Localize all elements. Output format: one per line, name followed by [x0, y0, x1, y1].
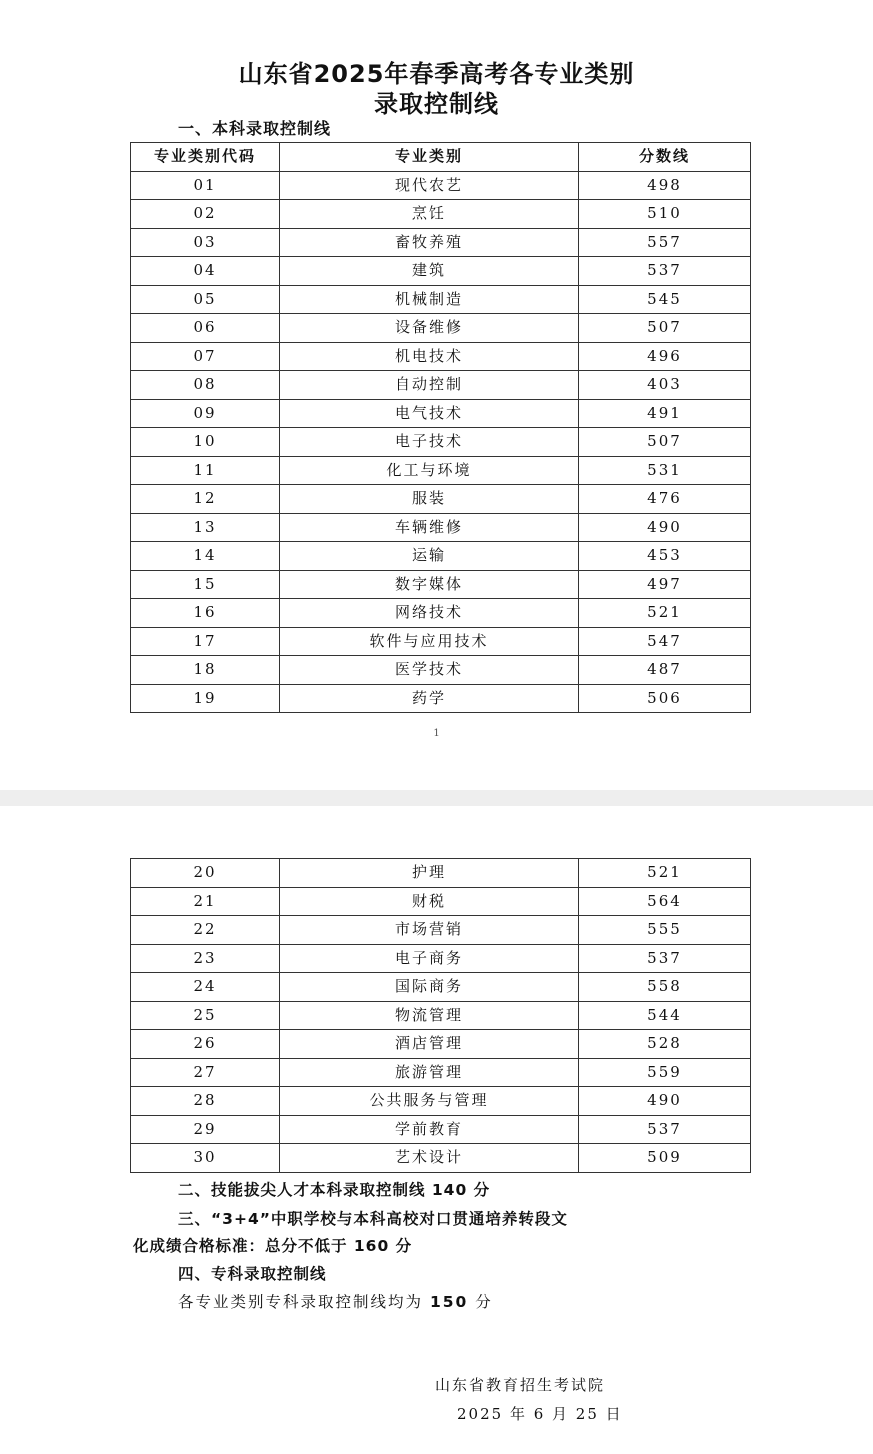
- cell-score: 537: [579, 257, 751, 286]
- table-row: [131, 257, 751, 286]
- cell-category: 现代农艺: [280, 171, 579, 200]
- table-row: [131, 1001, 751, 1030]
- table-header-row: [131, 143, 751, 172]
- cell-category: 服装: [280, 485, 579, 514]
- cell-score: 547: [579, 627, 751, 656]
- cell-category: 车辆维修: [280, 513, 579, 542]
- cell-score: 490: [579, 1087, 751, 1116]
- table-row: [131, 684, 751, 713]
- cell-score: 564: [579, 887, 751, 916]
- section-4-value: 150: [429, 1293, 469, 1311]
- cell-category: 设备维修: [280, 314, 579, 343]
- table-row: [131, 627, 751, 656]
- cell-score: 555: [579, 916, 751, 945]
- cell-code: 17: [131, 627, 280, 656]
- cell-score: 403: [579, 371, 751, 400]
- cell-category: 财税: [280, 887, 579, 916]
- header-code: 专业类别代码: [131, 143, 280, 172]
- cell-code: 16: [131, 599, 280, 628]
- cell-category: 网络技术: [280, 599, 579, 628]
- cell-category: 学前教育: [280, 1115, 579, 1144]
- cell-code: 23: [131, 944, 280, 973]
- cell-score: 509: [579, 1144, 751, 1173]
- cell-category: 旅游管理: [280, 1058, 579, 1087]
- cell-code: 02: [131, 200, 280, 229]
- header-category: 专业类别: [280, 143, 579, 172]
- cell-score: 491: [579, 399, 751, 428]
- table-row: [131, 1058, 751, 1087]
- cell-code: 28: [131, 1087, 280, 1116]
- table-row: [131, 285, 751, 314]
- cell-category: 电子商务: [280, 944, 579, 973]
- table-row: [131, 1115, 751, 1144]
- cell-code: 06: [131, 314, 280, 343]
- cell-category: 化工与环境: [280, 456, 579, 485]
- cell-category: 机械制造: [280, 285, 579, 314]
- cell-score: 521: [579, 859, 751, 888]
- cell-score: 559: [579, 1058, 751, 1087]
- cell-category: 物流管理: [280, 1001, 579, 1030]
- table-row: [131, 456, 751, 485]
- cell-score: 557: [579, 228, 751, 257]
- cell-category: 运输: [280, 542, 579, 571]
- issue-date: 2025 年 6 月 25 日: [457, 1405, 623, 1423]
- cell-category: 电子技术: [280, 428, 579, 457]
- table-row: [131, 1030, 751, 1059]
- table-row: [131, 944, 751, 973]
- cell-score: 531: [579, 456, 751, 485]
- section-4-unit: 分: [475, 1293, 493, 1311]
- header-score: 分数线: [579, 143, 751, 172]
- cell-category: 数字媒体: [280, 570, 579, 599]
- table-row: [131, 656, 751, 685]
- cell-code: 05: [131, 285, 280, 314]
- cell-code: 01: [131, 171, 280, 200]
- table-row: [131, 973, 751, 1002]
- cell-category: 国际商务: [280, 973, 579, 1002]
- cell-score: 537: [579, 1115, 751, 1144]
- table-row: [131, 1087, 751, 1116]
- table-row: [131, 1144, 751, 1173]
- cell-code: 11: [131, 456, 280, 485]
- page-number: 1: [433, 728, 440, 739]
- cell-code: 25: [131, 1001, 280, 1030]
- cell-category: 医学技术: [280, 656, 579, 685]
- table-row: [131, 399, 751, 428]
- cell-category: 畜牧养殖: [280, 228, 579, 257]
- cell-code: 09: [131, 399, 280, 428]
- cell-score: 476: [579, 485, 751, 514]
- cell-category: 公共服务与管理: [280, 1087, 579, 1116]
- cell-code: 03: [131, 228, 280, 257]
- cell-score: 496: [579, 342, 751, 371]
- cell-score: 498: [579, 171, 751, 200]
- cell-code: 13: [131, 513, 280, 542]
- document-title: 山东省2025年春季高考各专业类别: [238, 60, 635, 88]
- cell-code: 30: [131, 1144, 280, 1173]
- document-title-line2: 录取控制线: [374, 90, 499, 118]
- cell-category: 护理: [280, 859, 579, 888]
- cell-code: 07: [131, 342, 280, 371]
- cell-code: 19: [131, 684, 280, 713]
- table-row: [131, 485, 751, 514]
- section-4-body-text: 各专业类别专科录取控制线均为: [178, 1293, 424, 1311]
- cell-score: 521: [579, 599, 751, 628]
- table-row: [131, 599, 751, 628]
- issuer-name: 山东省教育招生考试院: [435, 1376, 606, 1394]
- table-row: [131, 428, 751, 457]
- section-2-text: 二、技能拔尖人才本科录取控制线 140 分: [178, 1181, 491, 1199]
- cell-code: 14: [131, 542, 280, 571]
- table-row: [131, 570, 751, 599]
- cell-code: 04: [131, 257, 280, 286]
- cell-score: 487: [579, 656, 751, 685]
- section-4-heading: 四、专科录取控制线: [178, 1265, 327, 1283]
- cell-code: 18: [131, 656, 280, 685]
- table-row: [131, 171, 751, 200]
- page-2: [0, 806, 873, 1454]
- cell-score: 545: [579, 285, 751, 314]
- page-separator: [0, 790, 873, 806]
- cell-category: 电气技术: [280, 399, 579, 428]
- table-row: [131, 228, 751, 257]
- cell-category: 烹饪: [280, 200, 579, 229]
- section-1-heading: 一、本科录取控制线: [178, 119, 332, 138]
- cell-category: 机电技术: [280, 342, 579, 371]
- score-table-page1: [130, 142, 751, 713]
- cell-code: 24: [131, 973, 280, 1002]
- cell-code: 22: [131, 916, 280, 945]
- cell-code: 26: [131, 1030, 280, 1059]
- table-row: [131, 371, 751, 400]
- table-row: [131, 542, 751, 571]
- cell-code: 27: [131, 1058, 280, 1087]
- cell-category: 市场营销: [280, 916, 579, 945]
- cell-category: 药学: [280, 684, 579, 713]
- cell-score: 537: [579, 944, 751, 973]
- cell-code: 21: [131, 887, 280, 916]
- section-4-body: [178, 1290, 493, 1312]
- section-3-text-line1: 三、“3+4”中职学校与本科高校对口贯通培养转段文: [178, 1210, 568, 1228]
- table-row: [131, 887, 751, 916]
- table-row: [131, 859, 751, 888]
- cell-score: 510: [579, 200, 751, 229]
- cell-score: 528: [579, 1030, 751, 1059]
- cell-score: 507: [579, 314, 751, 343]
- cell-code: 15: [131, 570, 280, 599]
- cell-score: 453: [579, 542, 751, 571]
- table-row: [131, 513, 751, 542]
- cell-score: 507: [579, 428, 751, 457]
- cell-score: 558: [579, 973, 751, 1002]
- cell-score: 544: [579, 1001, 751, 1030]
- table-row: [131, 342, 751, 371]
- cell-code: 12: [131, 485, 280, 514]
- cell-category: 建筑: [280, 257, 579, 286]
- cell-category: 自动控制: [280, 371, 579, 400]
- cell-code: 10: [131, 428, 280, 457]
- cell-category: 艺术设计: [280, 1144, 579, 1173]
- score-table-page2: [130, 858, 751, 1173]
- cell-score: 506: [579, 684, 751, 713]
- cell-score: 490: [579, 513, 751, 542]
- table-row: [131, 916, 751, 945]
- table-row: [131, 200, 751, 229]
- cell-category: 酒店管理: [280, 1030, 579, 1059]
- cell-code: 08: [131, 371, 280, 400]
- cell-code: 29: [131, 1115, 280, 1144]
- table-row: [131, 314, 751, 343]
- section-3-text-line2: 化成绩合格标准：总分不低于 160 分: [133, 1237, 413, 1255]
- cell-code: 20: [131, 859, 280, 888]
- cell-score: 497: [579, 570, 751, 599]
- cell-category: 软件与应用技术: [280, 627, 579, 656]
